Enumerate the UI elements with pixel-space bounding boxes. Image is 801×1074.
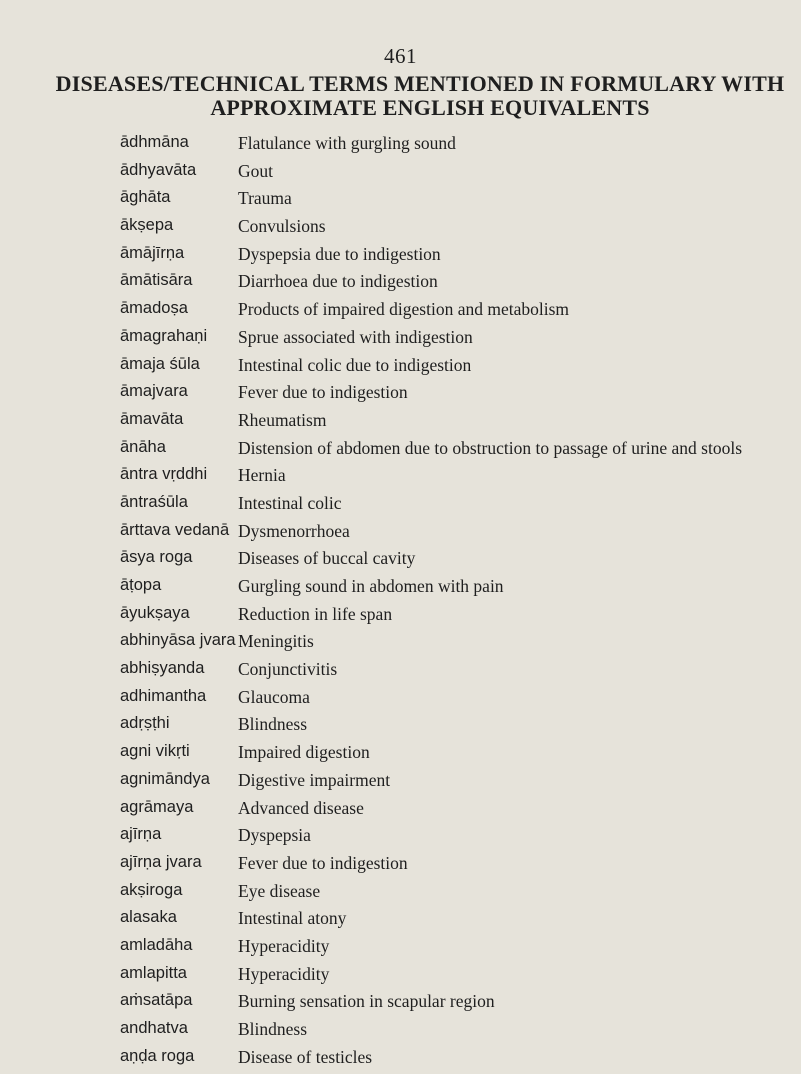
- glossary-row: [0, 659, 801, 687]
- glossary-row: [0, 188, 801, 216]
- glossary-row: [0, 410, 801, 438]
- sanskrit-term: āmājīrṇa: [120, 243, 185, 262]
- glossary-row: [0, 493, 801, 521]
- english-equivalent: Dysmenorrhoea: [238, 520, 350, 541]
- english-equivalent: Flatulance with gurgling sound: [238, 133, 456, 153]
- glossary-row: [0, 798, 801, 826]
- english-equivalent: Disease of testicles: [238, 1046, 373, 1067]
- glossary-row: [0, 770, 801, 798]
- english-equivalent: Diseases of buccal cavity: [238, 548, 416, 569]
- glossary-row: [0, 355, 801, 383]
- english-equivalent: Intestinal colic: [238, 492, 342, 513]
- sanskrit-term: agnimāndya: [120, 769, 210, 788]
- english-equivalent: Dyspepsia: [238, 825, 311, 846]
- glossary-row: [0, 991, 801, 1019]
- glossary-row: [0, 576, 801, 604]
- english-equivalent: Impaired digestion: [238, 742, 370, 763]
- sanskrit-term: amladāha: [120, 935, 193, 954]
- sanskrit-term: ārttava vedanā: [120, 520, 230, 539]
- english-equivalent: Burning sensation in scapular region: [238, 991, 495, 1012]
- english-equivalent: Fever due to indigestion: [238, 852, 408, 873]
- glossary-row: [0, 604, 801, 632]
- sanskrit-term: andhatva: [120, 1019, 188, 1037]
- glossary-row: [0, 521, 801, 549]
- glossary-row: [0, 133, 801, 161]
- glossary-row: [0, 881, 801, 909]
- glossary-row: [0, 742, 801, 770]
- sanskrit-term: āṭopa: [120, 576, 162, 594]
- english-equivalent: Gurgling sound in abdomen with pain: [238, 576, 504, 596]
- glossary-row: [0, 936, 801, 964]
- english-equivalent: Sprue associated with indigestion: [238, 326, 473, 347]
- sanskrit-term: āntra vṛddhi: [120, 465, 208, 484]
- sanskrit-term: āmajvara: [120, 382, 188, 401]
- english-equivalent: Hyperacidity: [238, 935, 330, 956]
- page-heading: [40, 72, 800, 120]
- sanskrit-term: adhimantha: [120, 686, 207, 705]
- sanskrit-term: agrāmaya: [120, 797, 194, 816]
- english-equivalent: Products of impaired digestion and metabolism: [238, 299, 569, 320]
- sanskrit-term: āsya roga: [120, 548, 193, 567]
- sanskrit-term: āntraśūla: [120, 492, 188, 511]
- heading-line-1: DISEASES/TECHNICAL TERMS MENTIONED IN FORMULARY WITH: [55, 71, 785, 96]
- sanskrit-term: ādhmāna: [120, 133, 189, 151]
- english-equivalent: Fever due to indigestion: [238, 382, 408, 403]
- glossary-row: [0, 1019, 801, 1047]
- sanskrit-term: agni vikṛti: [120, 742, 190, 761]
- english-equivalent: Rheumatism: [238, 409, 327, 430]
- glossary-row: [0, 631, 801, 659]
- sanskrit-term: abhinyāsa jvara: [120, 631, 236, 650]
- english-equivalent: Distension of abdomen due to obstruction to passage of urine and stools: [238, 437, 743, 458]
- glossary-row: [0, 216, 801, 244]
- glossary-row: [0, 853, 801, 881]
- english-equivalent: Reduction in life span: [238, 603, 393, 624]
- glossary-row: [0, 825, 801, 853]
- glossary-row: [0, 548, 801, 576]
- glossary-row: [0, 161, 801, 189]
- english-equivalent: Conjunctivitis: [238, 659, 338, 680]
- sanskrit-term: āyukṣaya: [120, 603, 190, 622]
- sanskrit-term: ādhyavāta: [120, 160, 197, 179]
- english-equivalent: Digestive impairment: [238, 769, 391, 790]
- sanskrit-term: adṛṣṭhi: [120, 714, 170, 733]
- sanskrit-term: ajīrṇa: [120, 825, 162, 844]
- glossary-row: [0, 271, 801, 299]
- glossary-row: [0, 299, 801, 327]
- english-equivalent: Blindness: [238, 1019, 308, 1039]
- english-equivalent: Dyspepsia due to indigestion: [238, 243, 441, 264]
- glossary-row: [0, 1047, 801, 1074]
- glossary-row: [0, 687, 801, 715]
- sanskrit-term: āmavāta: [120, 409, 184, 428]
- english-equivalent: Trauma: [238, 188, 292, 209]
- glossary-row: [0, 244, 801, 272]
- page-number: 461: [384, 44, 417, 68]
- english-equivalent: Diarrhoea due to indigestion: [238, 271, 438, 292]
- sanskrit-term: aṁsatāpa: [120, 991, 193, 1010]
- english-equivalent: Hyperacidity: [238, 963, 330, 984]
- sanskrit-term: ākṣepa: [120, 216, 174, 235]
- english-equivalent: Intestinal colic due to indigestion: [238, 354, 472, 375]
- sanskrit-term: āghāta: [120, 188, 171, 207]
- english-equivalent: Gout: [238, 160, 273, 181]
- english-equivalent: Blindness: [238, 714, 308, 735]
- glossary-row: [0, 465, 801, 493]
- sanskrit-term: aṇḍa roga: [120, 1046, 195, 1065]
- sanskrit-term: alasaka: [120, 908, 177, 927]
- glossary-row: [0, 908, 801, 936]
- sanskrit-term: ajīrṇa jvara: [120, 852, 202, 871]
- sanskrit-term: āmaja śūla: [120, 354, 200, 373]
- sanskrit-term: ānāha: [120, 437, 166, 456]
- heading-line-2: APPROXIMATE ENGLISH EQUIVALENTS: [210, 95, 650, 120]
- sanskrit-term: amlapitta: [120, 963, 187, 982]
- glossary-row: [0, 438, 801, 466]
- sanskrit-term: āmātisāra: [120, 271, 193, 290]
- english-equivalent: Hernia: [238, 465, 286, 486]
- english-equivalent: Intestinal atony: [238, 908, 347, 929]
- glossary-row: [0, 714, 801, 742]
- sanskrit-term: akṣiroga: [120, 880, 183, 899]
- english-equivalent: Glaucoma: [238, 686, 310, 707]
- sanskrit-term: āmadoṣa: [120, 299, 188, 318]
- glossary-row: [0, 327, 801, 355]
- glossary-list: [0, 133, 801, 1074]
- english-equivalent: Convulsions: [238, 216, 326, 237]
- english-equivalent: Advanced disease: [238, 797, 364, 818]
- glossary-row: [0, 382, 801, 410]
- sanskrit-term: āmagrahaṇi: [120, 326, 208, 345]
- english-equivalent: Meningitis: [238, 631, 314, 652]
- glossary-row: [0, 964, 801, 992]
- english-equivalent: Eye disease: [238, 880, 321, 901]
- sanskrit-term: abhiṣyanda: [120, 659, 205, 678]
